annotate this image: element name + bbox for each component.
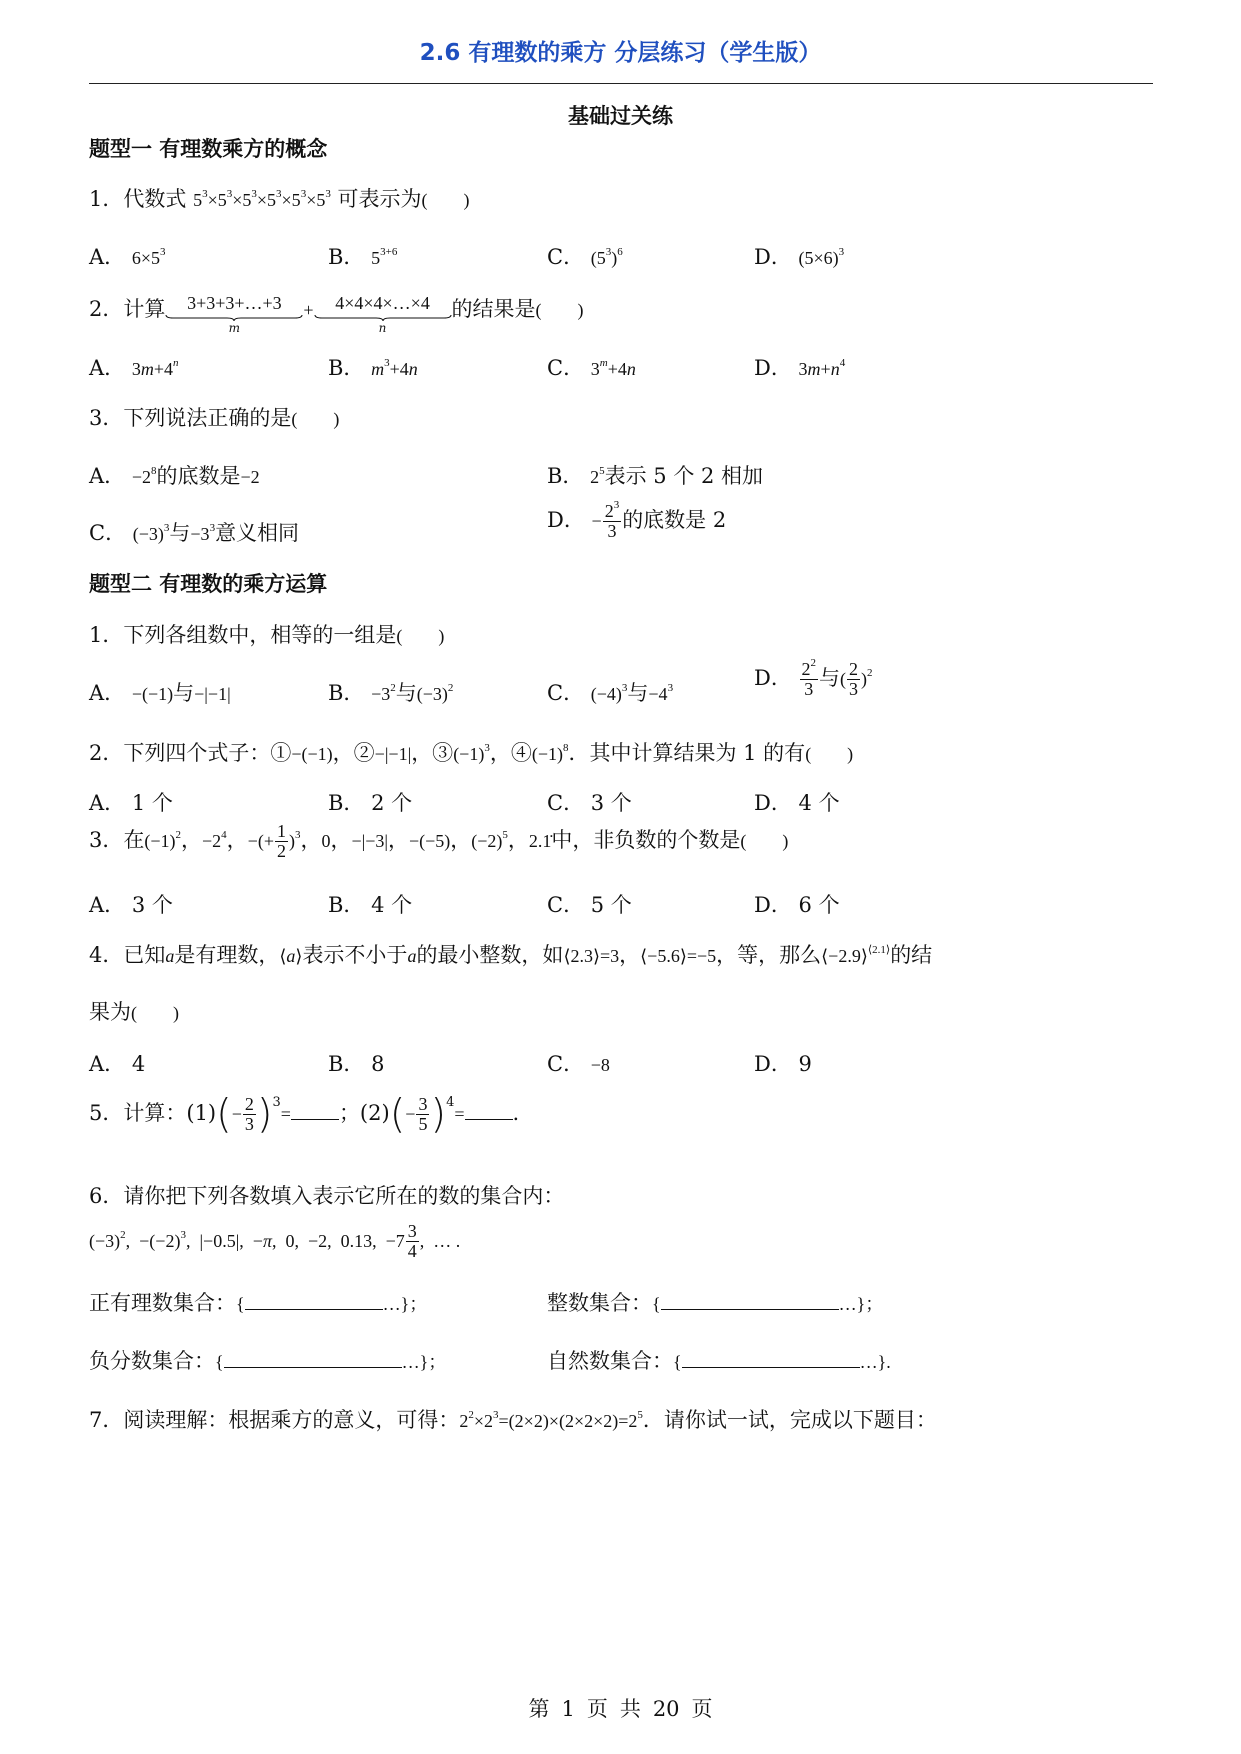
type2-q2-option-b: B． 2 个	[328, 791, 413, 815]
type2-q7-stem: 7．阅读理解：根据乘方的意义，可得：$2^2\times 2^3=(2\times 2)\times(2\times 2\times 2)=2^5$．请你试一试，完成以下题目：	[89, 1408, 937, 1432]
type1-q3-option-d: D． − $\frac{2^3}{3}$ 的底数是 2	[547, 499, 727, 541]
q5-answer-blank-1[interactable]	[291, 1101, 339, 1120]
set-natural-numbers: 自然数集合：{ …}.	[547, 1349, 891, 1373]
type1-q1-option-b: B． $5^{3+6}$	[328, 245, 398, 269]
type2-q1-option-d: D． $\frac{2^2}{3}$ 与( $\frac{2}{3}$ )$^2$	[754, 657, 873, 699]
type2-q1-stem: 1．下列各组数中，相等的一组是( )	[89, 623, 445, 647]
set-positive-rationals-blank[interactable]	[245, 1291, 383, 1310]
type2-q4-option-a: A． 4	[89, 1052, 146, 1076]
type2-q2-option-d: D． 4 个	[754, 791, 840, 815]
type2-q2-option-a: A． 1 个	[89, 791, 173, 815]
type1-q2-option-a: A． $3m+4^n$	[89, 356, 179, 380]
type1-q3-option-a: A． $-2^8$的底数是−2	[89, 464, 260, 488]
type1-q2-option-b: B． $m^3+4n$	[328, 356, 418, 380]
type1-q2-option-d: D． $3m+n^4$	[754, 356, 846, 380]
type1-heading: 题型一 有理数乘方的概念	[89, 137, 328, 161]
type1-q1-option-d: D． $(5\times 6)^3$	[754, 245, 845, 269]
type2-q6-stem: 6．请你把下列各数填入表示它所在的数的集合内：	[89, 1184, 565, 1208]
type2-q2-option-c: C． 3 个	[547, 791, 632, 815]
type2-q5-stem: 5．计算：(1)(− $\frac{2}{3}$ )$^3$= ；(2)(− $\frac{3}{5}$ )$^4$= .	[89, 1091, 520, 1138]
set-positive-rationals: 正有理数集合：{ …}；	[89, 1291, 428, 1315]
type2-q4-stem-line1: 4．已知a是有理数，⟨a⟩表示不小于a的最小整数，如⟨2.3⟩=3，⟨−5.6⟩=−5，等，那么⟨−2.9⟩$^{⟨2.1⟩}$的结	[89, 943, 933, 967]
type1-q3-option-c: C． $(-3)^3$与$-3^3$意义相同	[89, 521, 300, 545]
type2-heading: 题型二 有理数的乘方运算	[89, 572, 328, 596]
set-integers-blank[interactable]	[661, 1291, 839, 1310]
set-integers: 整数集合：{ …}；	[547, 1291, 884, 1315]
page-total: 20	[652, 1697, 680, 1721]
page-footer: 第 1 页 共 20 页	[528, 1697, 713, 1721]
type1-q2-stem: 2．计算 3+3+3+…+3 m + 4×4×4×…×4 n 的结果是( )	[89, 293, 584, 335]
type2-q3-option-a: A． 3 个	[89, 893, 173, 917]
type2-q3-stem: 3．在$(-1)^2$，$-2^4$，−(+ $\frac{1}{2}$ )$^3$，0，−|−3|，−(−5)，$(-2)^5$，2.1̇中，非负数的个数是( )	[89, 821, 789, 861]
page-number: 1	[561, 1697, 575, 1721]
underbrace-m: 3+3+3+…+3 m	[165, 293, 303, 334]
type1-q3-stem: 3．下列说法正确的是( )	[89, 406, 340, 430]
type2-q1-option-b: B． $-3^2$与$(-3)^2$	[328, 681, 454, 705]
type1-q1-option-c: C． $(5^3)^6$	[547, 245, 623, 269]
set-negative-fractions-blank[interactable]	[224, 1349, 402, 1368]
document-title: 2.6 有理数的乘方 分层练习（学生版）	[419, 40, 822, 66]
type1-q1-option-a: A． $6\times 5^3$	[89, 245, 166, 269]
type1-q2-option-c: C． $3^m+4n$	[547, 356, 636, 380]
set-natural-numbers-blank[interactable]	[682, 1349, 860, 1368]
type2-q3-option-c: C． 5 个	[547, 893, 632, 917]
type2-q4-option-b: B． 8	[328, 1052, 385, 1076]
type2-q4-option-d: D． 9	[754, 1052, 812, 1076]
type1-q3-option-b: B． $2^5$表示 5 个 2 相加	[547, 464, 764, 488]
q5-answer-blank-2[interactable]	[465, 1101, 513, 1120]
type1-q1-stem: 1．代数式 $5^3\times 5^3\times 5^3\times 5^3\times 5^3\times 5^3$ 可表示为( )	[89, 187, 470, 211]
type2-q1-option-a: A． −(−1)与−|−1|	[89, 681, 231, 705]
type2-q3-option-d: D． 6 个	[754, 893, 840, 917]
title-divider	[89, 83, 1153, 84]
set-negative-fractions: 负分数集合：{ …}；	[89, 1349, 447, 1373]
type2-q2-stem: 2．下列四个式子：①−(−1)，②−|−1|，$③(-1)^3$，$④(-1)^8$．其中计算结果为 1 的有( )	[89, 741, 854, 765]
type2-q6-numbers: $(-3)^2$, $-(-2)^3$, |−0.5|, −π, 0, −2, 0.13, −7 $\frac{3}{4}$ , … .	[89, 1221, 461, 1261]
underbrace-n: 4×4×4×…×4 n	[314, 293, 452, 334]
type2-q1-option-c: C． $(-4)^3$与$-4^3$	[547, 681, 674, 705]
type2-q4-stem-line2: 果为( )	[89, 1000, 179, 1024]
type2-q4-option-c: C． −8	[547, 1052, 610, 1076]
section-title: 基础过关练	[568, 104, 673, 128]
type2-q3-option-b: B． 4 个	[328, 893, 413, 917]
